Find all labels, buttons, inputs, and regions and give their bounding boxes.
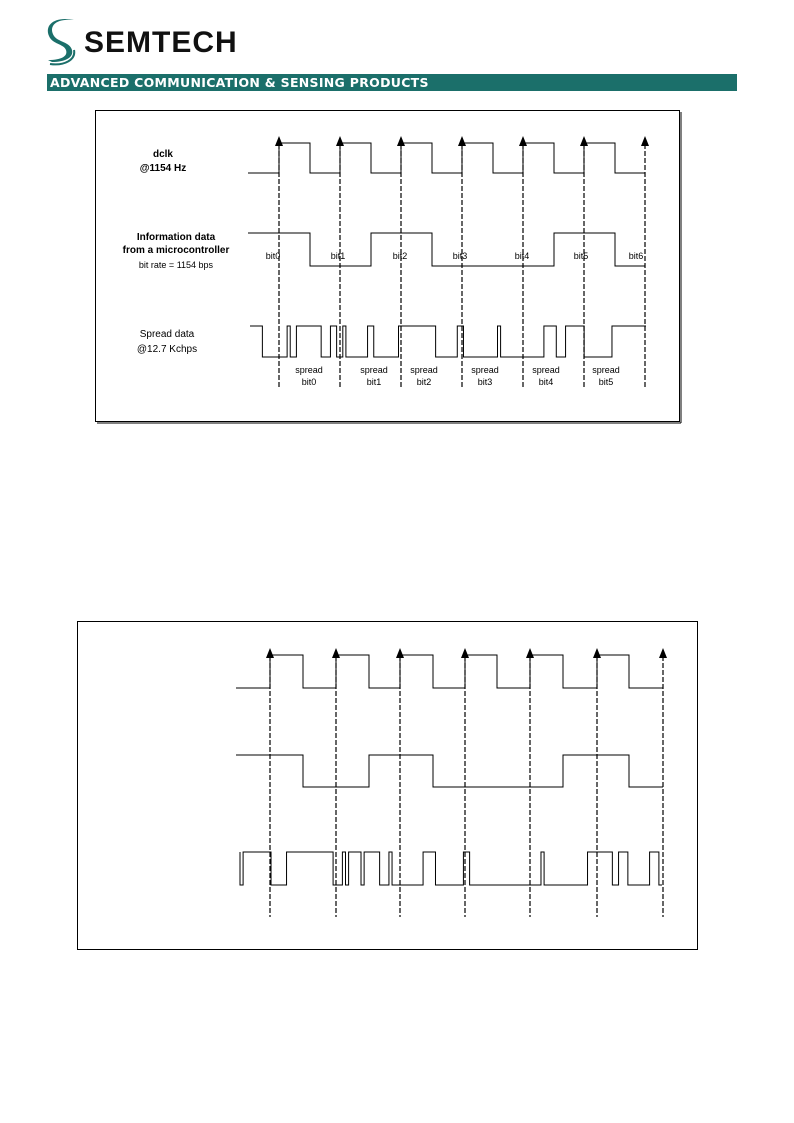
arrow-head-icon [396, 648, 404, 658]
arrow-head-icon [593, 648, 601, 658]
arrow-head-icon [332, 648, 340, 658]
chip-sequence [250, 326, 646, 357]
info-data-waveform-unlabeled [236, 755, 663, 787]
dclk-waveform [248, 143, 645, 173]
bit-label: bit6 [628, 251, 644, 261]
dclk-label: dclk [152, 149, 174, 160]
dclk-waveform-unlabeled [236, 655, 663, 688]
spread-word: spread [471, 365, 499, 375]
brand-name: SEMTECH [84, 26, 238, 59]
spread-word: spread [592, 365, 620, 375]
arrow-head-icon [519, 136, 527, 146]
arrow-head-icon [266, 648, 274, 658]
spread-word: spread [410, 365, 438, 375]
arrow-head-icon [526, 648, 534, 658]
arrow-head-icon [397, 136, 405, 146]
bit-label: bit5 [573, 251, 589, 261]
arrow-head-icon [275, 136, 283, 146]
spread-data-waveform [250, 326, 646, 357]
spread-bit: bit4 [538, 377, 554, 387]
spread-bit: bit3 [477, 377, 493, 387]
spread-word: spread [295, 365, 323, 375]
clock-edge-markers [275, 136, 649, 389]
spread-data-waveform-unlabeled [240, 852, 662, 885]
bit-labels [266, 251, 644, 261]
arrow-head-icon [659, 648, 667, 658]
banner-text: ADVANCED COMMUNICATION & SENSING PRODUCTS [50, 75, 429, 90]
info-data-label: Information data [136, 232, 216, 243]
info-data-waveform [248, 233, 645, 266]
arrow-head-icon [336, 136, 344, 146]
info-bit-rate: bit rate = 1154 bps [138, 260, 214, 270]
spread-bit: bit1 [366, 377, 382, 387]
dclk-frequency: @1154 Hz [139, 163, 187, 174]
bit-label: bit0 [265, 251, 281, 261]
spread-data-label: Spread data [139, 329, 195, 340]
chip-sequence [240, 852, 662, 885]
info-data-source: from a microcontroller [122, 245, 230, 256]
figure2-frame [78, 622, 698, 950]
spread-word: spread [532, 365, 560, 375]
spread-rate-label: @12.7 Kchps [136, 344, 198, 355]
spread-bit: bit5 [598, 377, 614, 387]
arrow-head-icon [458, 136, 466, 146]
arrow-head-icon [461, 648, 469, 658]
bit-label: bit4 [514, 251, 530, 261]
spread-bit-labels [295, 365, 620, 387]
spread-word: spread [360, 365, 388, 375]
bit-label: bit1 [330, 251, 346, 261]
bit-label: bit3 [452, 251, 468, 261]
spread-bit: bit2 [416, 377, 432, 387]
arrow-head-icon [580, 136, 588, 146]
arrow-head-icon [641, 136, 649, 146]
spread-bit: bit0 [301, 377, 317, 387]
bit-label: bit2 [392, 251, 408, 261]
